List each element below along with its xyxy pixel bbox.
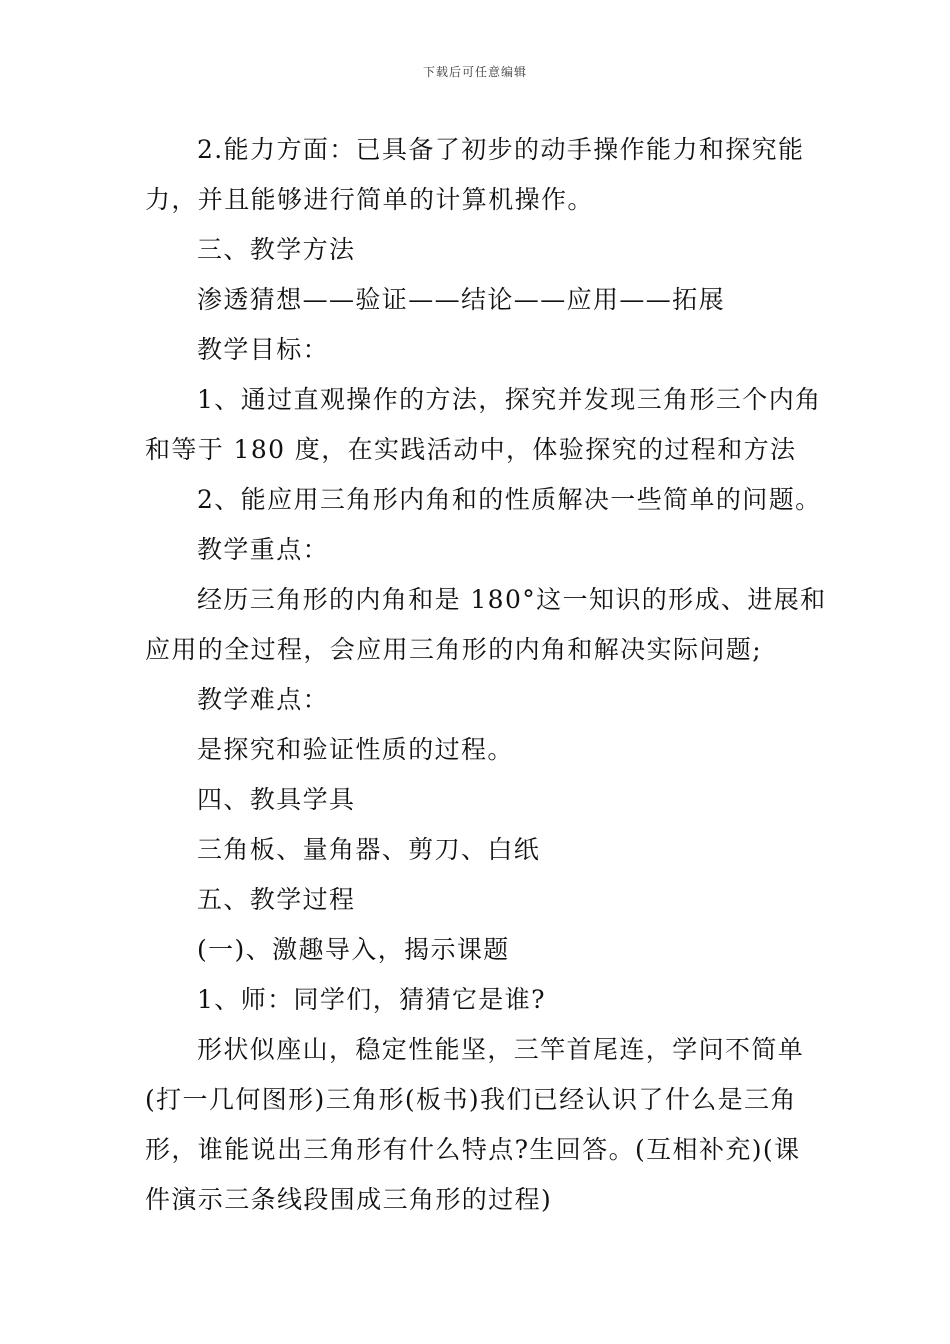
- subheading: (一)、激趣导入，揭示课题: [197, 935, 510, 964]
- subheading: 教学重点：: [197, 535, 330, 564]
- paragraph-line: 和等于 180 度，在实践活动中，体验探究的过程和方法: [145, 435, 797, 464]
- paragraph-line: 2.能力方面：已具备了初步的动手操作能力和探究能: [197, 135, 805, 164]
- paragraph-line: 形状似座山，稳定性能坚，三竿首尾连，学问不简单: [197, 1035, 805, 1064]
- paragraph-line: 件演示三条线段围成三角形的过程): [145, 1185, 553, 1214]
- page-header: 下载后可任意编辑: [422, 65, 527, 79]
- paragraph-line: 应用的全过程，会应用三角形的内角和解决实际问题;: [145, 635, 763, 664]
- paragraph-line: 经历三角形的内角和是 180°这一知识的形成、进展和: [197, 585, 827, 614]
- document-body: [145, 125, 827, 1225]
- section-heading: 四、教具学具: [197, 785, 356, 814]
- section-heading: 五、教学过程: [197, 885, 356, 914]
- paragraph-line: (打一几何图形)三角形(板书)我们已经认识了什么是三角: [145, 1085, 797, 1114]
- subheading: 教学目标：: [197, 335, 330, 364]
- paragraph-line: 渗透猜想——验证——结论——应用——拓展: [197, 285, 726, 314]
- paragraph-line: 形，谁能说出三角形有什么特点?生回答。(互相补充)(课: [145, 1135, 801, 1164]
- paragraph-line: 1、通过直观操作的方法，探究并发现三角形三个内角: [197, 385, 822, 414]
- paragraph-line: 三角板、量角器、剪刀、白纸: [197, 835, 541, 864]
- paragraph-line: 1、师：同学们，猜猜它是谁?: [197, 985, 546, 1014]
- paragraph-line: 2、能应用三角形内角和的性质解决一些简单的问题。: [197, 485, 822, 514]
- paragraph-line: 是探究和验证性质的过程。: [197, 735, 514, 764]
- section-heading: 三、教学方法: [197, 235, 356, 264]
- subheading: 教学难点：: [197, 685, 330, 714]
- paragraph-line: 力，并且能够进行简单的计算机操作。: [145, 185, 594, 214]
